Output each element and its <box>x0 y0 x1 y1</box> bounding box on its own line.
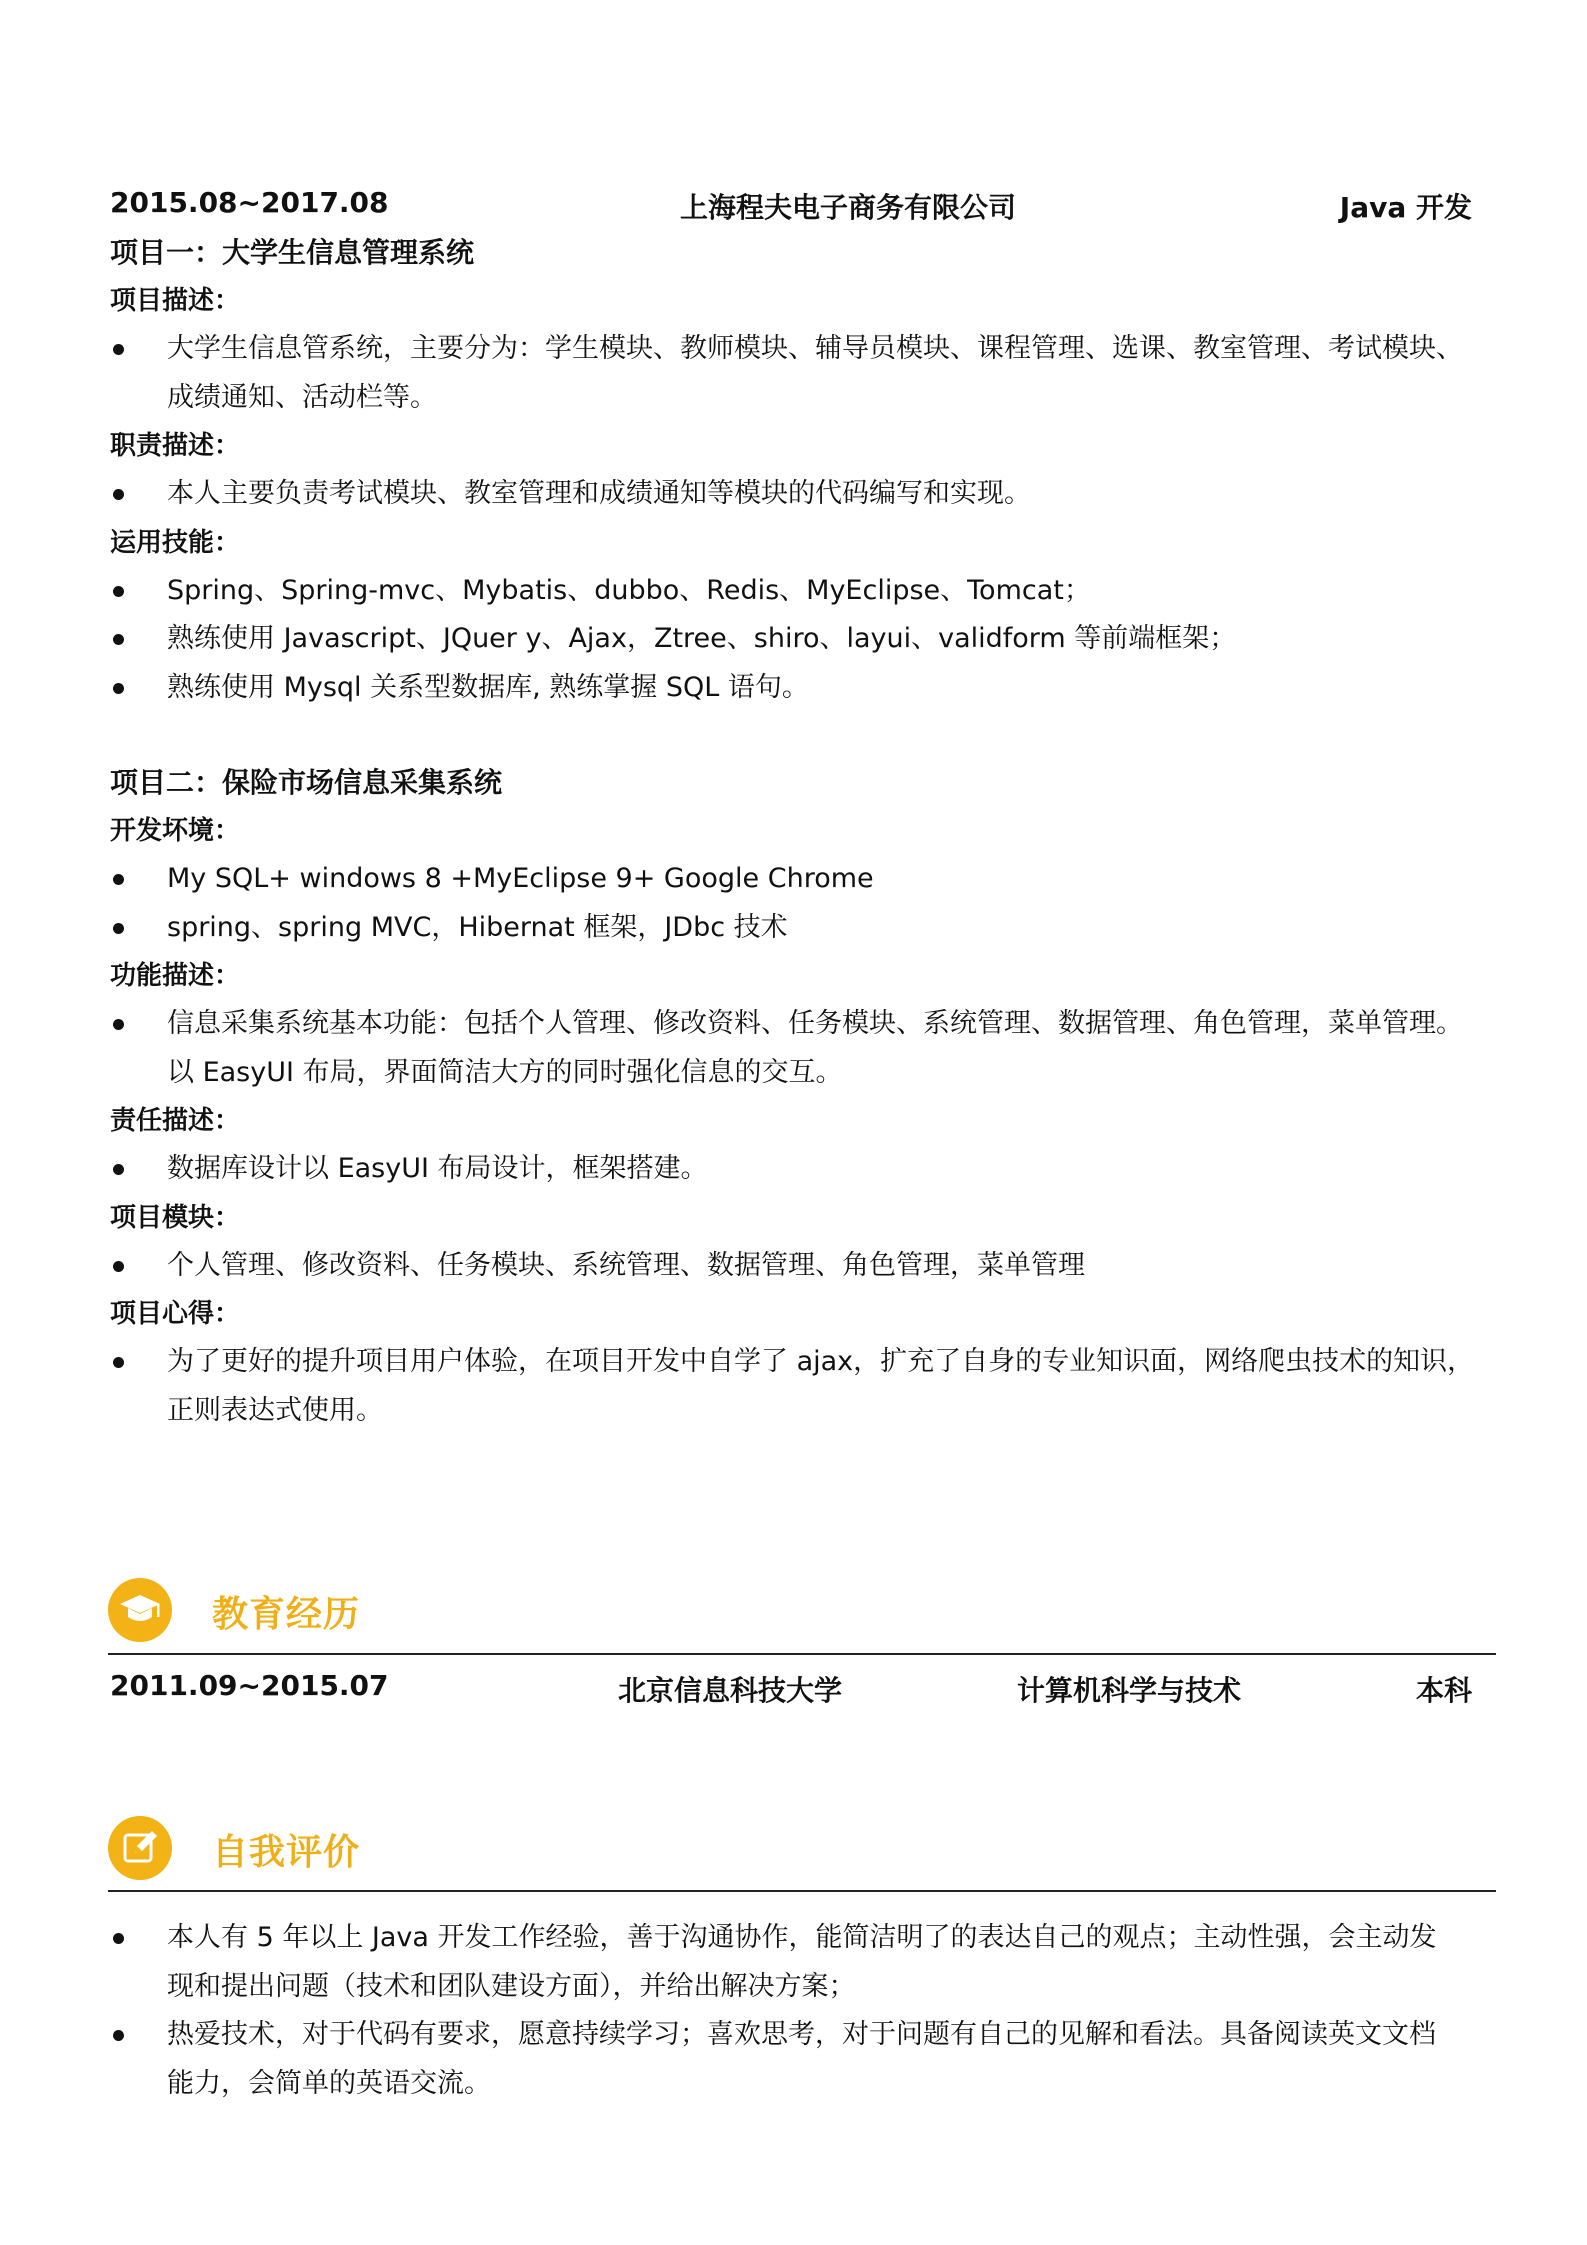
education-major: 计算机科学与技术 <box>1017 1674 1242 1707</box>
list-item-line: 本人主要负责考试模块、教室管理和成绩通知等模块的代码编写和实现。 <box>167 478 1031 509</box>
list-item-line: 个人管理、修改资料、任务模块、系统管理、数据管理、角色管理，菜单管理 <box>167 1249 1085 1281</box>
list-item-line: 能力，会简单的英语交流。 <box>167 2067 491 2099</box>
list-item-line: Spring、Spring-mvc、Mybatis、dubbo、Redis、MyEclipse、Tomcat； <box>167 574 1091 606</box>
list-item-line: 为了更好的提升项目用户体验，在项目开发中自学了 ajax，扩充了自身的专业知识面，网络爬虫技术的知识， <box>167 1346 1475 1377</box>
list-item-line: 正则表达式使用。 <box>167 1394 383 1426</box>
project-two-func-list <box>110 1000 1495 1097</box>
project-one-skill-list <box>110 567 1495 713</box>
project-one-duty-heading: 职责描述： <box>110 431 241 461</box>
job-dates: 2015.08~2017.08 <box>110 186 389 219</box>
list-item-line: 以 EasyUI 布局，界面简洁大方的同时强化信息的交互。 <box>167 1056 843 1088</box>
list-item-line: 熟练使用 Mysql 关系型数据库, 熟练掌握 SQL 语句。 <box>167 671 809 703</box>
list-item <box>110 904 1495 953</box>
project-one <box>110 229 1495 712</box>
project-two-module-list <box>110 1242 1495 1291</box>
bullet-icon <box>113 923 124 934</box>
education-section-header <box>108 1578 1496 1648</box>
list-item-line: 本人有 5 年以上 Java 开发工作经验，善于沟通协作，能简洁明了的表达自己的观点；主动性强，会主动发 <box>167 1922 1437 1953</box>
bullet-icon <box>113 683 124 694</box>
project-two-resp-heading: 责任描述： <box>110 1106 241 1136</box>
list-item <box>110 1145 1495 1194</box>
list-item <box>110 855 1495 904</box>
list-item <box>110 325 1495 422</box>
bullet-icon <box>113 1357 124 1368</box>
bullet-icon <box>113 634 124 645</box>
project-two-insight-heading: 项目心得： <box>110 1299 241 1329</box>
education-divider <box>108 1653 1496 1655</box>
list-item-line: 数据库设计以 EasyUI 布局设计，框架搭建。 <box>167 1153 708 1184</box>
bullet-icon <box>113 1019 124 1030</box>
bullet-icon <box>113 1261 124 1272</box>
list-item <box>110 615 1495 664</box>
project-two <box>110 759 1495 1435</box>
list-item <box>110 567 1495 616</box>
project-two-insight-list <box>110 1338 1495 1435</box>
list-item-line: 现和提出问题（技术和团队建设方面），并给出解决方案； <box>167 1970 856 2002</box>
bullet-icon <box>113 586 124 597</box>
list-item-line: 成绩通知、活动栏等。 <box>167 381 437 413</box>
list-item <box>110 1000 1495 1097</box>
project-one-skill-heading: 运用技能： <box>110 527 241 558</box>
project-one-desc-list <box>110 325 1495 422</box>
project-two-env-list <box>110 855 1495 952</box>
edit-icon <box>108 1816 172 1880</box>
education-row <box>110 1669 1496 1709</box>
list-item <box>110 664 1495 713</box>
self-eval-title: 自我评价 <box>212 1832 361 1873</box>
project-two-func-heading: 功能描述： <box>110 961 241 991</box>
list-item-line: 大学生信息管系统，主要分为：学生模块、教师模块、辅导员模块、课程管理、选课、教室管理、考试模块、 <box>167 333 1463 364</box>
list-item-line: My SQL+ windows 8 +MyEclipse 9+ Google Chrome <box>167 863 874 894</box>
bullet-icon <box>113 1933 124 1944</box>
education-section <box>108 1578 1496 1728</box>
education-degree: 本科 <box>1416 1674 1473 1707</box>
list-item <box>110 1338 1495 1435</box>
self-eval-list <box>110 1914 1496 2108</box>
list-item-line: spring、spring MVC，Hibernat 框架，JDbc 技术 <box>167 911 788 943</box>
bullet-icon <box>113 2030 124 2041</box>
list-item-line: 熟练使用 Javascript、JQuer y、Ajax，Ztree、shiro、layui、validform 等前端框架； <box>167 623 1237 654</box>
project-one-title: 项目一：大学生信息管理系统 <box>110 236 475 269</box>
project-two-title: 项目二：保险市场信息采集系统 <box>110 766 503 799</box>
education-school: 北京信息科技大学 <box>618 1674 843 1707</box>
project-one-desc-heading: 项目描述： <box>110 286 241 316</box>
list-item <box>110 470 1495 519</box>
graduation-cap-icon <box>108 1578 172 1642</box>
project-two-resp-list <box>110 1145 1495 1194</box>
job-role: Java 开发 <box>1339 191 1472 224</box>
job-header <box>110 186 1487 226</box>
bullet-icon <box>113 1164 124 1175</box>
job-company: 上海程夫电子商务有限公司 <box>680 191 1017 224</box>
education-title: 教育经历 <box>212 1594 361 1635</box>
list-item <box>110 1914 1496 2011</box>
list-item <box>110 2011 1496 2108</box>
bullet-icon <box>113 489 124 500</box>
self-eval-divider <box>108 1890 1496 1892</box>
education-dates: 2011.09~2015.07 <box>110 1669 389 1702</box>
bullet-icon <box>113 874 124 885</box>
project-two-env-heading: 开发坏境： <box>110 816 241 846</box>
list-item-line: 热爱技术，对于代码有要求，愿意持续学习；喜欢思考，对于问题有自己的见解和看法。具备阅读英文文档 <box>167 2019 1436 2050</box>
list-item-line: 信息采集系统基本功能：包括个人管理、修改资料、任务模块、系统管理、数据管理、角色管理，菜单管理。 <box>167 1008 1463 1039</box>
project-one-duty-list <box>110 470 1495 519</box>
bullet-icon <box>113 344 124 355</box>
self-eval-section <box>108 1816 1496 2116</box>
project-two-module-heading: 项目模块： <box>110 1202 241 1233</box>
self-eval-section-header <box>108 1816 1496 1886</box>
list-item <box>110 1242 1495 1291</box>
